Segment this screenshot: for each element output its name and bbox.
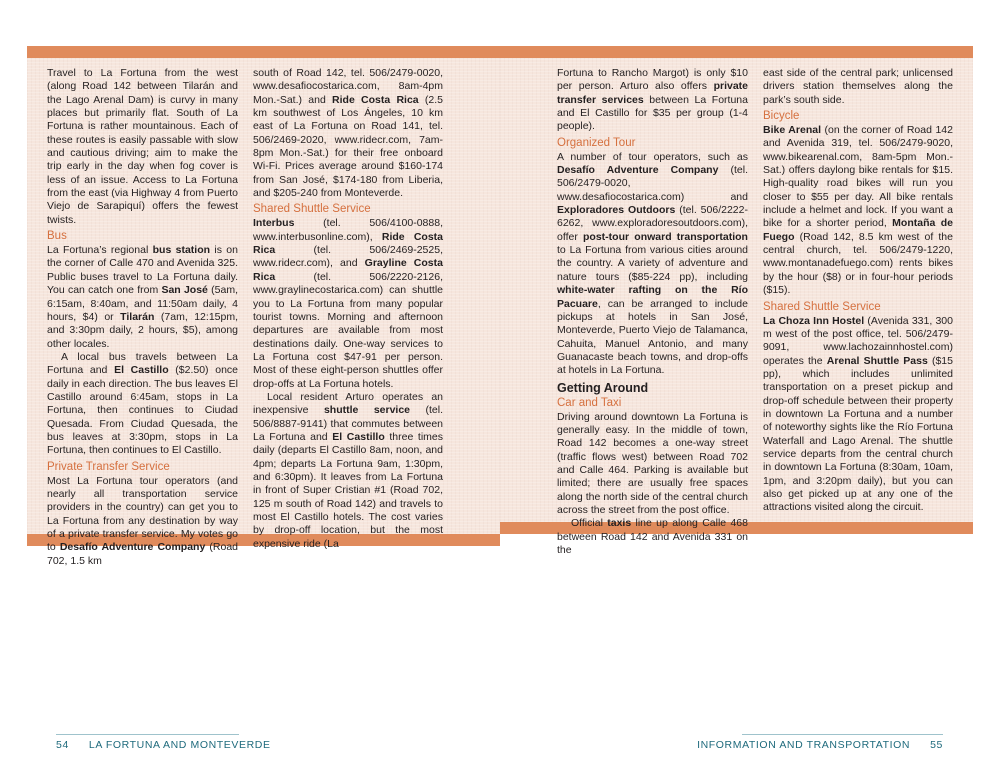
paragraph-bicycle: Bike Arenal (on the corner of Road 142 and Avenida 319, tel. 506/2479-9020, www.bikearenal.com, 8am-5pm Mon.-Sat.) offers daylong bike rentals for $15. High-quality road bikes will run you closer to $55 per day. All bike rentals include a helmet and lock. If you want a bike for a shorter period, Montaña de Fuego (Road 142, 8.5 km west of the central church, tel. 506/2479-1220, www.montanadefuego.com) rents bikes by the hour ($8) or in four-hour periods ($15). — [763, 124, 953, 297]
page-number-left: 54 — [56, 739, 69, 751]
paragraph-taxi-cont: east side of the central park; unlicensed drivers station themselves along the park’s south side. — [763, 67, 953, 106]
running-head-left: LA FORTUNA AND MONTEVERDE — [88, 739, 271, 751]
running-head-right: INFORMATION AND TRANSPORTATION — [697, 739, 911, 751]
footer-left — [56, 739, 271, 751]
paragraph-private-transfer-cont: south of Road 142, tel. 506/2479-0020, www.desafiocostarica.com, 8am-4pm Mon.-Sat.) and Ride Costa Rica (2.5 km southwest of Los Ángeles, 10 km east of La Fortuna on Road 141, tel. 506/2469-2020, www.ridecr.com, 7am-8pm Mon.-Sat.) for their free onboard Wi-Fi. Prices average around $160-174 from San José, $174-180 from Liberia, and $205-240 from Monteverde. — [253, 67, 443, 200]
top-band — [27, 46, 973, 58]
footer-rule-right — [742, 734, 943, 735]
paragraph-bus-2: A local bus travels between La Fortuna and El Castillo ($2.50) once daily in each direction. The bus leaves El Castillo around 6:45am, stops in La Fortuna, then continues to Ciudad Quesada. From Ciudad Quesada, the bus leaves at 3:30pm, stops in La Fortuna, then continues to El Castillo. — [47, 350, 239, 457]
paragraph-private-transfer: Most La Fortuna tour operators (and nearly all transportation service providers in the country) can get you to La Fortuna from any destination by way of a private transfer service. My votes go to Desafío Adventure Company (Road 702, 1.5 km — [47, 474, 238, 567]
heading-getting-around: Getting Around — [557, 380, 649, 395]
column-1 — [47, 67, 239, 567]
heading-shared-shuttle: Shared Shuttle Service — [253, 203, 371, 216]
heading-bus: Bus — [47, 230, 67, 243]
paragraph-car: Driving around downtown La Fortuna is generally easy. In the middle of town, Road 142 becomes a one-way street (traffic flows west) between Road 702 and Calle 464. Parking is available but limited; there are usually free spaces along the north side of the central church across the street from the post office. — [557, 410, 748, 516]
footer-rule-left — [56, 734, 239, 735]
paragraph-arturo-cont: Fortuna to Rancho Margot) is only $10 per person. Arturo also offers private transfer services between La Fortuna and El Castillo for $35 per group (1-4 people). — [557, 67, 748, 133]
paragraph-bus-1: La Fortuna’s regional bus station is on the corner of Calle 470 and Avenida 325. Public buses travel to La Fortuna daily. You can catch one from San José (5am, 6:15am, 8:40am, and 11:50am daily, 4 hours, $4) or Tilarán (7am, 12:15pm, and 3:30pm daily, 2 hours, $5), among other locales. — [47, 244, 238, 350]
paragraph-choza-shuttle: La Choza Inn Hostel (Avenida 331, 300 m west of the post office, tel. 506/2479-9091, www.lachozainnhostel.com) operates the Arenal Shuttle Pass ($15 pp), which includes unlimited transportation on a preset pickup and drop-off schedule between their property in downtown La Fortuna and a number of noteworthy sights like the Río Fortuna Waterfall and Lago Arenal. The shuttle service departs from the central church in downtown La Fortuna (8:30am, 10am, 1pm, and 3:20pm daily), but you can also get picked up at any one of the attractions visited along the circuit. — [763, 314, 953, 514]
heading-shared-shuttle-2: Shared Shuttle Service — [763, 300, 881, 313]
paragraph-organized-tour: A number of tour operators, such as Desafío Adventure Company (tel. 506/2479-0020, www.desafiocostarica.com) and Exploradores Outdoors (tel. 506/2222-6262, www.exploradoresoutdoors.com), offer post-tour onward transportation to La Fortuna from various cities around the country. A variety of adventure and nature tours ($85-224 pp), including white-water rafting on the Río Pacuare, can be arranged to include pickups at hotels in San José, Monteverde, Puerto Viejo de Talamanca, Cahuita, Manuel Antonio, and many Guanacaste beach towns, and drop-offs at hotels in La Fortuna. — [557, 150, 749, 377]
heading-organized-tour: Organized Tour — [557, 136, 636, 149]
column-2 — [253, 67, 444, 550]
paragraph-taxi: Official taxis line up along Calle 468 between Road 142 and Avenida 331 on the — [557, 517, 748, 556]
paragraph-shuttle-1: Interbus (tel. 506/4100-0888, www.interbusonline.com), Ride Costa Rica (tel. 506/2469-2525, www.ridecr.com), and Grayline Costa Rica (tel. 506/2220-2126, www.graylinecostarica.com) can shuttle you to La Fortuna from many popular tourist towns. Morning and afternoon departures are available from most destinations daily. One-way services to La Fortuna cost $47-91 per person. Most of these eight-person shuttles offer drop-offs at La Fortuna hotels. — [253, 217, 443, 390]
heading-private-transfer: Private Transfer Service — [47, 460, 170, 473]
heading-car-and-taxi: Car and Taxi — [557, 396, 622, 409]
heading-bicycle: Bicycle — [763, 110, 800, 123]
paragraph-shuttle-2: Local resident Arturo operates an inexpensive shuttle service (tel. 506/8887-9141) that commutes between La Fortuna and El Castillo three times daily (departs El Castillo 8am, noon, and 4pm; departs La Fortuna 9am, 1:30pm, and 6:30pm). It leaves from La Fortuna in front of Super Cristian #1 (Road 702, 125 m south of Road 142) and travels to most El Castillo hotels. The cost varies by drop-off location, but the most expensive ride (La — [253, 390, 444, 550]
column-3 — [557, 67, 749, 556]
footer-right — [697, 739, 943, 751]
column-4 — [763, 67, 953, 515]
paragraph-intro: Travel to La Fortuna from the west (along Road 142 between Tilarán and the Lago Arenal Dam) is curvy in many places but primarily flat. South of La Fortuna is rather mountainous. Each of these routes is easily passable with slow and cautious driving; aim to make the trip early in the day when fog cover is less of an issue. Access to La Fortuna from the east (via Highway 4 from Puerto Viejo de Sarapiquí) offers the fewest twists. — [47, 67, 238, 226]
page-number-right: 55 — [930, 739, 943, 751]
